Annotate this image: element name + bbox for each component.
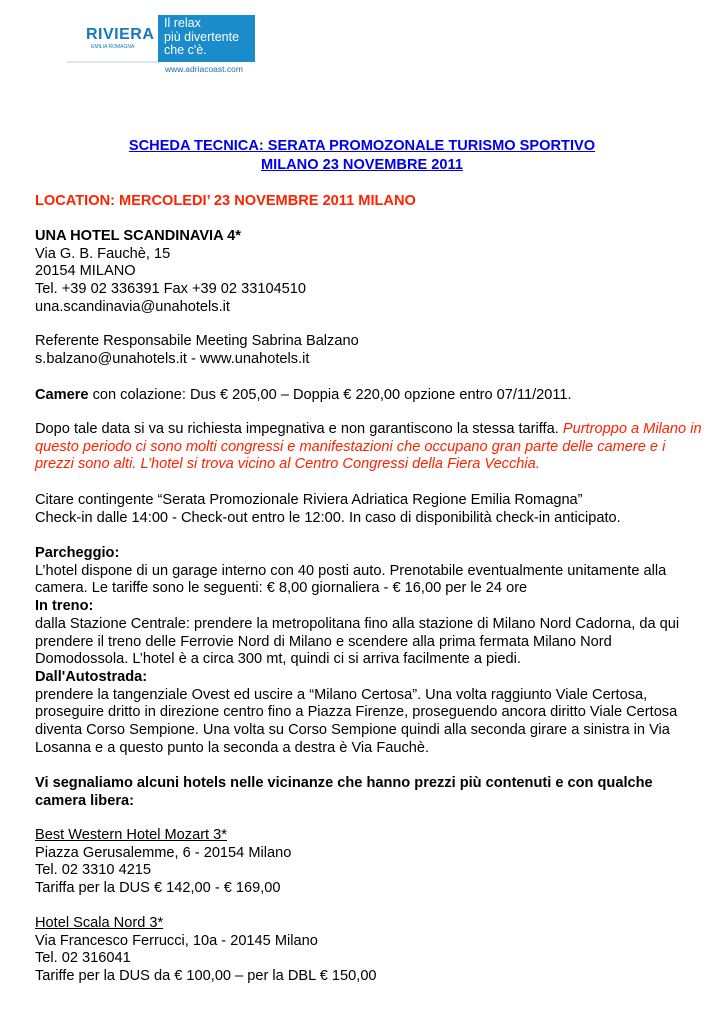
- alt-hotel-address: Via Francesco Ferrucci, 10a - 20145 Milano: [35, 932, 318, 949]
- hotel-address: Via G. B. Fauchè, 15: [35, 245, 171, 262]
- camere-text: con colazione: Dus € 205,00 – Doppia € 220,00 opzione entro 07/11/2011.: [88, 387, 572, 403]
- dopo-text: Dopo tale data si va su richiesta impegnativa e non garantiscono la stessa tariffa.: [35, 421, 563, 437]
- segnaliamo-heading: Vi segnaliamo alcuni hotels nelle vicinanze che hanno prezzi più contenuti e con qualche camera libera:: [35, 775, 653, 809]
- treno-heading: In treno:: [35, 598, 94, 615]
- directions: [35, 545, 705, 757]
- logo-slogan: [158, 15, 255, 62]
- referente: [35, 333, 705, 368]
- referente-name: Referente Responsabile Meeting Sabrina Balzano: [35, 333, 359, 349]
- camere-label: Camere: [35, 387, 89, 403]
- logo-brand: RIVIERA: [86, 26, 155, 43]
- location-heading: LOCATION: MERCOLEDI’ 23 NOVEMBRE 2011 MILANO: [35, 193, 416, 209]
- hotel-name: UNA HOTEL SCANDINAVIA 4*: [35, 228, 241, 244]
- hotel-city: 20154 MILANO: [35, 263, 136, 280]
- alt-hotel-name[interactable]: Best Western Hotel Mozart 3*: [35, 827, 227, 843]
- autostrada-text: prendere la tangenziale Ovest ed uscire a “Milano Certosa”. Una volta raggiunto Viale Certosa, proseguire dritto in direzione centro fino a Piazza Firenze, proseguendo ancora diritto Viale Certosa diventa Corso Sempione. Una volta su Corso Sempione quindi alla seconda girare a sinistra in Via Losanna e a questo punto la seconda a destra è Via Fauchè.: [35, 686, 678, 756]
- alt-hotel-name[interactable]: Hotel Scala Nord 3*: [35, 915, 164, 931]
- alt-hotel-address: Piazza Gerusalemme, 6 - 20154 Milano: [35, 844, 292, 861]
- alt-hotel-phone: Tel. 02 316041: [35, 950, 131, 967]
- hotel-email[interactable]: una.scandinavia@unahotels.it: [35, 298, 230, 315]
- logo-sub: EMILIA ROMAGNA: [91, 44, 135, 50]
- citare-line: Citare contingente “Serata Promozionale Riviera Adriatica Regione Emilia Romagna”: [35, 492, 583, 508]
- hotel-phone: Tel. +39 02 336391 Fax +39 02 33104510: [35, 281, 307, 298]
- alt-hotel: [35, 827, 705, 898]
- slogan-line: più divertente: [164, 29, 240, 44]
- citare-paragraph: [35, 492, 705, 527]
- parcheggio-text: L’hotel dispone di un garage interno con 40 posti auto. Prenotabile eventualmente unitamente alla camera. Le tariffe sono le seguenti: € 8,00 giornaliera - € 16,00 per le 24 ore: [35, 562, 667, 597]
- treno-text: dalla Stazione Centrale: prendere la metropolitana fino alla stazione di Milano Nord Cadorna, da qui prendere il treno delle Ferrovie Nord di Milano e scendere alla prima fermata Milano Nord Domodossola. L’hotel è a circa 300 mt, quindi ci si arriva facilmente a piedi.: [35, 615, 680, 668]
- checkin-line: Check-in dalle 14:00 - Check-out entro le 12:00. In caso di disponibilità check-in anticipato.: [35, 509, 621, 526]
- hotel-info: [35, 228, 705, 317]
- alt-hotel-rate: Tariffa per la DUS € 142,00 - € 169,00: [35, 880, 281, 897]
- doc-title: SCHEDA TECNICA: SERATA PROMOZONALE TURISMO SPORTIVO: [128, 138, 596, 154]
- camere-paragraph: [35, 387, 705, 405]
- dopo-warning: Purtroppo a Milano in questo periodo ci sono molti congressi e manifestazioni che occupano gran parte delle camere e i prezzi sono alti. L’hotel si trova vicino al Centro Congressi della Fiera Vecchia.: [35, 421, 702, 473]
- alt-hotel-phone: Tel. 02 3310 4215: [35, 862, 152, 879]
- parcheggio-heading: Parcheggio:: [35, 545, 120, 561]
- logo-url[interactable]: www.adriacoast.com: [165, 64, 243, 74]
- alt-hotel: [35, 915, 705, 986]
- slogan-line: che c'è.: [164, 43, 207, 57]
- autostrada-heading: Dall'Autostrada:: [35, 668, 148, 685]
- referente-contacts[interactable]: s.balzano@unahotels.it - www.unahotels.it: [35, 350, 310, 367]
- slogan-line: Il relax: [164, 16, 201, 30]
- doc-subtitle: MILANO 23 NOVEMBRE 2011: [261, 157, 463, 173]
- alt-hotel-rate: Tariffe per la DUS da € 100,00 – per la DBL € 150,00: [35, 968, 377, 985]
- dopo-paragraph: [35, 421, 705, 474]
